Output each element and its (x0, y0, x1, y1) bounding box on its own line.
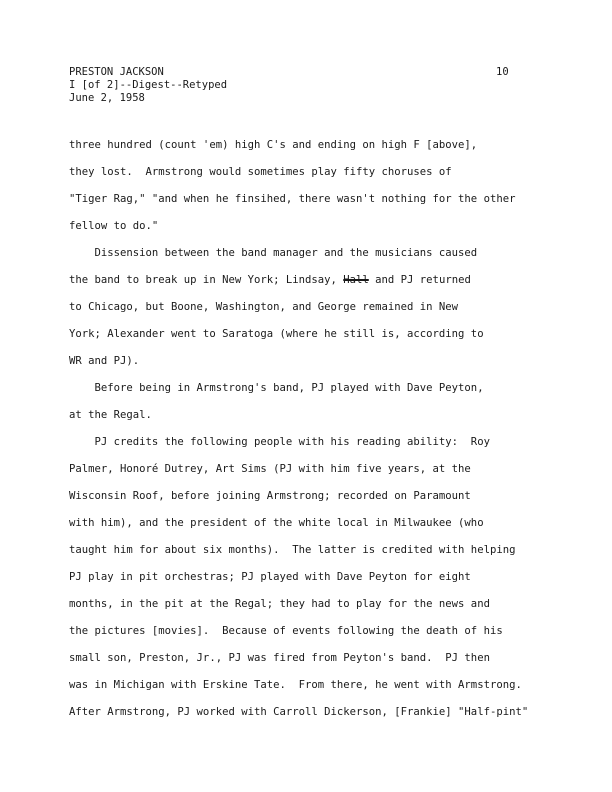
text-line: After Armstrong, PJ worked with Carroll Dickerson, [Frankie] "Half-pint" (69, 706, 529, 718)
text-line: to Chicago, but Boone, Washington, and George remained in New (69, 301, 459, 313)
text-line: the pictures [movies]. Because of events following the death of his (69, 625, 503, 637)
text-line: three hundred (count 'em) high C's and ending on high F [above], (69, 139, 478, 151)
text-line: Wisconsin Roof, before joining Armstrong; recorded on Paramount (69, 490, 471, 502)
page-number: 10 (496, 66, 509, 78)
text-line: was in Michigan with Erskine Tate. From there, he went with Armstrong. (69, 679, 522, 691)
text-line: Before being in Armstrong's band, PJ played with Dave Peyton, (69, 382, 484, 394)
text-line: they lost. Armstrong would sometimes play fifty choruses of (69, 166, 452, 178)
struck-word: Hall (343, 274, 369, 286)
text-line: York; Alexander went to Saratoga (where he still is, according to (69, 328, 484, 340)
header-volume: I [of 2]--Digest--Retyped (69, 79, 228, 91)
text-line: fellow to do." (69, 220, 159, 232)
text-line: with him), and the president of the white local in Milwaukee (who (69, 517, 484, 529)
text-line: small son, Preston, Jr., PJ was fired from Peyton's band. PJ then (69, 652, 490, 664)
text-line: WR and PJ). (69, 355, 140, 367)
header-name: PRESTON JACKSON (69, 66, 164, 78)
text-line: taught him for about six months). The latter is credited with helping (69, 544, 516, 556)
text-segment: and PJ returned (368, 274, 471, 286)
text-line: Palmer, Honoré Dutrey, Art Sims (PJ with him five years, at the (69, 463, 471, 475)
text-line: "Tiger Rag," "and when he finsihed, there wasn't nothing for the other (69, 193, 516, 205)
text-line: PJ play in pit orchestras; PJ played with Dave Peyton for eight (69, 571, 471, 583)
text-line: months, in the pit at the Regal; they had to play for the news and (69, 598, 490, 610)
text-segment: the band to break up in New York; Lindsay, (69, 274, 337, 286)
text-line: PJ credits the following people with his reading ability: Roy (69, 436, 490, 448)
text-line (69, 273, 471, 287)
header-date: June 2, 1958 (69, 92, 145, 104)
text-line: Dissension between the band manager and the musicians caused (69, 247, 478, 259)
text-line: at the Regal. (69, 409, 152, 421)
